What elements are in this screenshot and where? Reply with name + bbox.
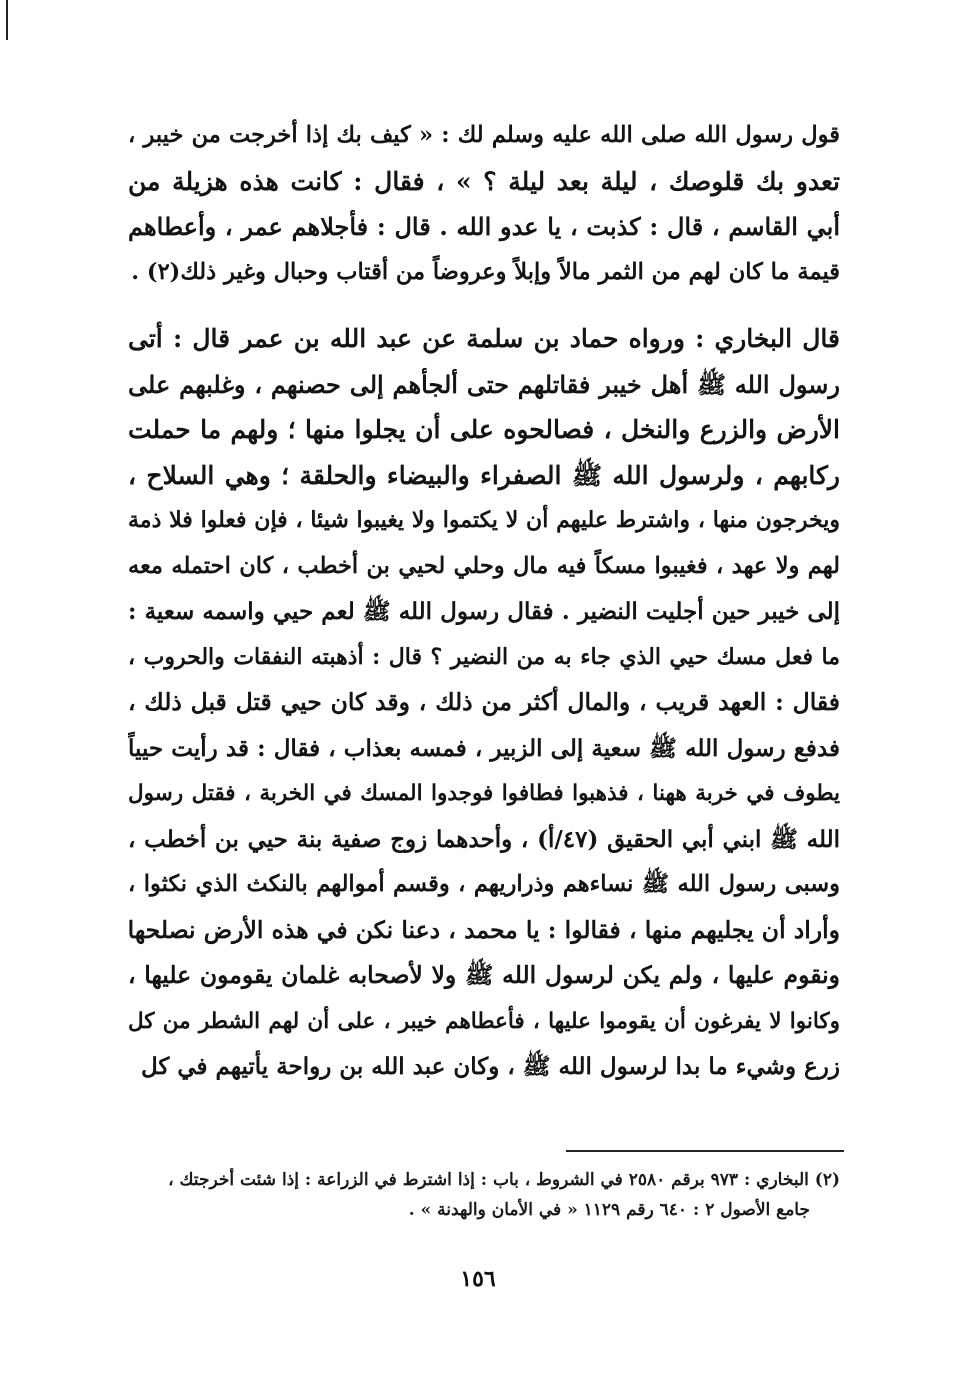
paragraph-line: زرع وشيء ما بدا لرسول الله ﷺ ، وكان عبد الله بن رواحة يأتيهم في كل	[140, 1053, 840, 1080]
paragraph-line: فدفع رسول الله ﷺ سعية إلى الزبير ، فمسه بعذاب ، فقال : قد رأيت حيياً	[128, 734, 840, 762]
paragraph-line: إلى خيبر حين أجليت النضير . فقال رسول الله ﷺ لعم حيي واسمه سعية :	[128, 598, 840, 625]
paragraph-line: رسول الله ﷺ أهل خيبر فقاتلهم حتى ألجأهم إلى حصنهم ، وغلبهم على	[128, 369, 840, 399]
paragraph-line: قيمة ما كان لهم من الثمر مالاً وإبلاً وعروضاً من أقتاب وحبال وغير ذلك(٢) .	[131, 258, 840, 285]
paragraph-line: لهم ولا عهد ، فغيبوا مسكاً فيه مال وحلي لحيي بن أخطب ، كان احتمله معه	[128, 552, 840, 579]
paragraph-line: تعدو بك قلوصك ، ليلة بعد ليلة ؟ » ، فقال : كانت هذه هزيلة من	[128, 166, 840, 196]
footnotes	[140, 1165, 840, 1225]
paragraph-line: الأرض والزرع والنخل ، فصالحوه على أن يجلوا منها ؛ ولهم ما حملت	[128, 415, 840, 444]
footnote-line: (٢) البخاري : ٩٧٣ برقم ٢٥٨٠ في الشروط ، باب : إذا اشترط في الزراعة : إذا شئت أخرجتك ،	[168, 1170, 840, 1190]
footnote-line: جامع الأصول ٢ : ٦٤٠ رقم ١١٢٩ « في الأمان والهدنة » .	[408, 1200, 810, 1220]
footnote-separator	[566, 1150, 844, 1152]
paragraph-line: ركابهم ، ولرسول الله ﷺ الصفراء والبيضاء والحلقة ؛ وهي السلاح ،	[128, 460, 840, 490]
paragraph-line: يطوف في خربة ههنا ، فذهبوا فطافوا فوجدوا المسك في الخربة ، فقتل رسول	[128, 781, 840, 806]
paragraph-line: قول رسول الله صلى الله عليه وسلم لك : « كيف بك إذا أخرجت من خيبر ،	[128, 122, 840, 148]
paragraph-line: ما فعل مسك حيي الذي جاء به من النضير ؟ قال : أذهبته النفقات والحروب ،	[128, 643, 840, 670]
scan-edge-line	[6, 0, 8, 40]
paragraph-2	[128, 316, 840, 1090]
paragraph-1	[128, 113, 840, 295]
paragraph-line: وسبى رسول الله ﷺ نساءهم وذراريهم ، وقسم أموالهم بالنكث الذي نكثوا ،	[128, 871, 840, 897]
paragraph-line: ونقوم عليها ، ولم يكن لرسول الله ﷺ ولا لأصحابه غلمان يقومون عليها ،	[128, 961, 840, 989]
paragraph-line: فقال : العهد قريب ، والمال أكثر من ذلك ، وقد كان حيي قتل قبل ذلك ،	[128, 688, 840, 716]
paragraph-line: أبي القاسم ، قال : كذبت ، يا عدو الله . قال : فأجلاهم عمر ، وأعطاهم	[128, 212, 840, 241]
paragraph-line: وأراد أن يجليهم منها ، فقالوا : يا محمد ، دعنا نكن في هذه الأرض نصلحها	[128, 915, 840, 944]
paragraph-line: قال البخاري : ورواه حماد بن سلمة عن عبد الله بن عمر قال : أتى	[128, 324, 840, 353]
page-number: ١٥٦	[460, 1266, 496, 1292]
paragraph-line: ويخرجون منها ، واشترط عليهم أن لا يكتموا ولا يغيبوا شيئا ، فإن فعلوا فلا ذمة	[128, 507, 840, 533]
paragraph-line: وكانوا لا يفرغون أن يقوموا عليها ، فأعطاهم خيبر ، على أن لهم الشطر من كل	[128, 1008, 840, 1034]
paragraph-line: الله ﷺ ابني أبي الحقيق (٤٧/أ) ، وأحدهما زوج صفية بنة حيي بن أخطب ،	[128, 825, 840, 853]
